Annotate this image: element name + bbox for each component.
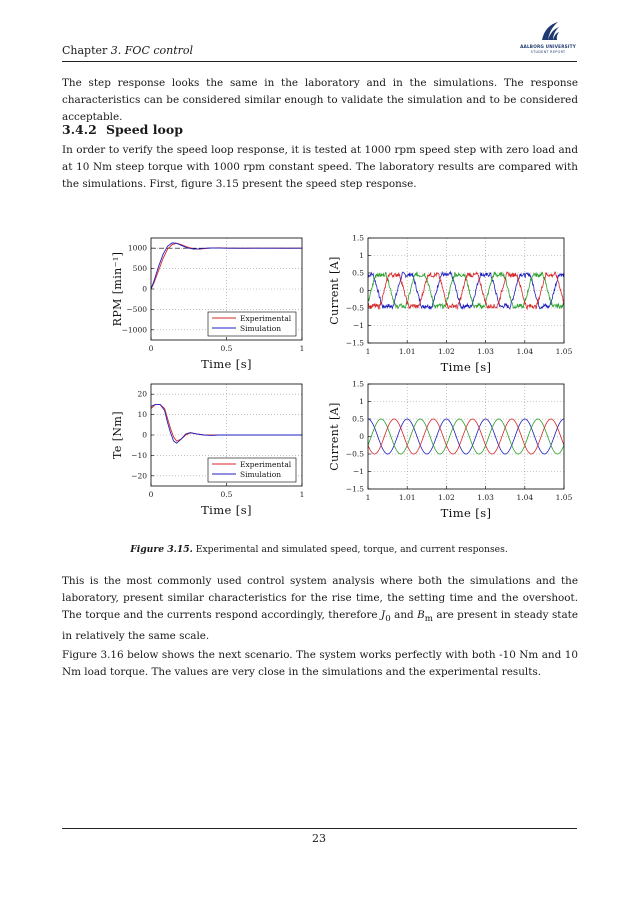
y-axis-label: Te [Nm]: [111, 411, 124, 459]
x-axis-label: Time [s]: [440, 506, 492, 520]
caption-label: Figure 3.15.: [130, 544, 193, 555]
y-tick-label: 1.5: [352, 233, 364, 243]
x-tick-label: 1.04: [516, 347, 534, 356]
paragraph-speed-loop: In order to verify the speed loop response, it is tested at 1000 rpm speed step with zero load and at 10 Nm steep torque with 1000 rpm constant speed. The laboratory results are compared with the simulations. First, figure 3.15 present the speed step response.: [62, 144, 578, 190]
y-tick-label: 1.5: [352, 379, 364, 389]
y-tick-label: −1000: [121, 325, 147, 335]
x-tick-label: 0.5: [220, 490, 233, 499]
y-axis-label: Current [A]: [328, 256, 341, 325]
x-tick-label: 0: [148, 344, 154, 353]
x-tick-label: 1.05: [555, 347, 573, 356]
y-tick-label: 0: [359, 286, 364, 295]
x-axis-label: Time [s]: [201, 357, 252, 371]
x-tick-label: 0: [148, 490, 154, 499]
y-tick-label: 0.5: [352, 414, 364, 424]
symbol-j: J: [381, 609, 386, 621]
y-tick-label: 10: [137, 410, 147, 420]
chapter-prefix: Chapter: [62, 44, 108, 57]
x-tick-label: 1.01: [398, 347, 416, 356]
torque-plot: [111, 384, 304, 517]
x-tick-label: 1.04: [516, 493, 534, 502]
paragraph-analysis: [62, 573, 578, 645]
y-tick-label: 0: [142, 430, 147, 440]
analysis-and: and: [390, 609, 418, 621]
analysis-text-2: are present in steady state in relatively the same scale.: [62, 609, 578, 643]
y-tick-label: 1: [359, 397, 364, 406]
legend-entry: Simulation: [240, 470, 282, 479]
y-axis-label: RPM [min⁻¹]: [111, 251, 124, 327]
figure-caption: [0, 544, 638, 555]
y-tick-label: 500: [132, 264, 147, 274]
y-tick-label: −500: [126, 304, 147, 314]
symbol-b: B: [417, 609, 425, 621]
x-axis-label: Time [s]: [440, 360, 492, 374]
speed-plot: [111, 238, 304, 371]
x-tick-label: 1: [365, 347, 371, 356]
chapter-title: 3. FOC control: [110, 44, 194, 57]
symbol-b-sub: m: [424, 614, 433, 625]
y-tick-label: −0.5: [345, 449, 364, 459]
x-axis-label: Time [s]: [201, 503, 252, 517]
y-tick-label: 0: [359, 432, 364, 441]
current-plot-experimental: [328, 234, 573, 375]
x-tick-label: 1: [365, 493, 371, 502]
logo-university-name: AALBORG UNIVERSITY: [520, 44, 576, 49]
page-number: 23: [312, 832, 326, 845]
y-tick-label: −1.5: [345, 338, 364, 348]
symbol-j-sub: 0: [385, 614, 391, 625]
x-tick-label: 1.03: [477, 493, 494, 502]
y-tick-label: −0.5: [345, 303, 364, 313]
paragraph-next-scenario: Figure 3.16 below shows the next scenario. The system works perfectly with both -10 Nm and 10 Nm load torque. The values are very close in the simulations and the experimental results.: [62, 649, 578, 678]
caption-text: Experimental and simulated speed, torque, and current responses.: [192, 544, 508, 555]
footer-rule: [62, 828, 577, 829]
x-tick-label: 1.05: [555, 493, 573, 502]
logo-subtitle: STUDENT REPORT: [530, 50, 566, 54]
section-title: Speed loop: [106, 122, 183, 137]
analysis-text-1: This is the most commonly used control system analysis where both the simulations and the laboratory, present similar characteristics for the rise time, the setting time and the overshoot. The torque and the currents respond accordingly, therefore: [62, 575, 578, 621]
x-tick-label: 1: [299, 490, 305, 499]
y-tick-label: 20: [137, 389, 147, 399]
y-tick-label: −20: [131, 471, 147, 481]
x-tick-label: 1.03: [477, 347, 494, 356]
y-tick-label: −1: [352, 467, 364, 476]
y-tick-label: 1: [359, 251, 364, 260]
x-tick-label: 1.01: [398, 493, 416, 502]
x-tick-label: 1: [299, 344, 305, 353]
y-tick-label: 0.5: [352, 268, 364, 278]
y-tick-label: −1.5: [345, 484, 364, 494]
y-tick-label: −1: [352, 321, 364, 330]
y-tick-label: 0: [142, 284, 147, 294]
y-tick-label: 1000: [127, 243, 147, 253]
paragraph-step-response: The step response looks the same in the laboratory and in the simulations. The response characteristics can be considered similar enough to validate the simulation and to be considered acceptable.: [62, 77, 578, 123]
y-axis-label: Current [A]: [328, 402, 341, 471]
current-plot-simulation: [328, 380, 573, 521]
x-tick-label: 0.5: [220, 344, 233, 353]
x-tick-label: 1.02: [438, 347, 455, 356]
y-tick-label: −10: [131, 450, 147, 460]
legend-entry: Simulation: [240, 324, 282, 333]
legend-entry: Experimental: [240, 314, 292, 323]
legend-entry: Experimental: [240, 460, 292, 469]
section-number: 3.4.2: [62, 122, 97, 137]
x-tick-label: 1.02: [438, 493, 455, 502]
